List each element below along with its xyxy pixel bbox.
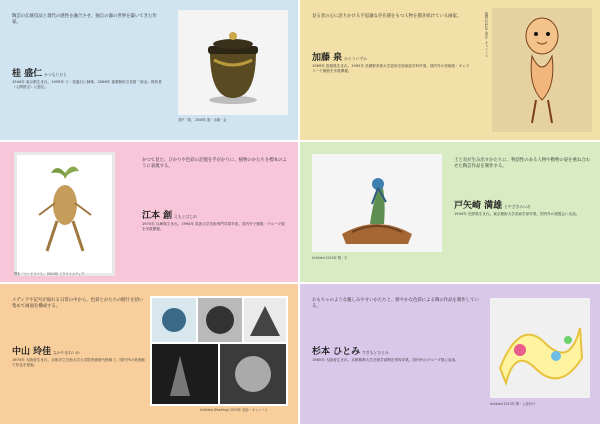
- artist-bio: 1985年 大阪府生まれ。京都精華大学芸術学部陶芸専攻卒業。国内外のグループ展に参加。: [312, 358, 459, 362]
- artist-name: 江本 創 えもとはじめ: [142, 211, 197, 221]
- panel-lead-text: 見る者の心に語りかける不思議な存在感をもつ人物を描き続けている画家。: [312, 14, 462, 19]
- artwork-caption: 香炉「蓮」 2006年 銀・赤銅・金: [178, 118, 227, 122]
- artwork-caption: Untitled 2010年 陶・木: [312, 256, 348, 260]
- specimen-illustration: [17, 155, 112, 273]
- colorful-ceramic-illustration: [490, 298, 590, 398]
- panel-lead-text: かつて見た、ひかりや色彩の記憶を手がかりに、植物のかたちを標本のように表現する。: [142, 158, 287, 170]
- artwork-image: [178, 10, 288, 115]
- panel-lead-text: メディアや記号が溢れる日常の中から、色彩とかたちの断片を拾い集めて画面を構成する。: [12, 298, 144, 310]
- artist-bio: 1970年 兵庫県生まれ。1994年 筑波大学芸術専門学群卒業。国内外で個展・グループ展を多数開催。: [142, 222, 285, 232]
- artwork-caption: Untitled 2013年 陶・上絵付け: [490, 402, 536, 406]
- artist-panel-5: [0, 284, 298, 424]
- artist-name: 中山 玲佳 なかやまれいか: [12, 347, 80, 357]
- artist-bio: 1944年 東京都生まれ。1959年 父・桂盛行に師事。2008年 重要無形文化財「彫金」保持者（人間国宝）に認定。: [12, 80, 162, 90]
- artist-name: 加藤 泉 かとういずみ: [312, 53, 367, 63]
- incense-burner-illustration: [178, 10, 288, 115]
- artist-name: 杉本 ひとみ すぎもとひとみ: [312, 347, 389, 357]
- artwork-caption: Untitled (Painting) 2013年 油彩・キャンバス: [200, 408, 268, 412]
- artist-panel-6: [300, 284, 600, 424]
- painting-collage-illustration: [150, 296, 288, 406]
- artist-name: 戸矢崎 満雄 とやざきみつお: [454, 201, 531, 211]
- panel-lead-text: 土と炎が生み出すかたちに、物語性のある人物や動物の姿を重ね合わせた陶芸作品を制作する。: [454, 158, 591, 170]
- artwork-image: [492, 8, 592, 132]
- artist-panel-2: [300, 0, 600, 140]
- artist-bio: 1974年 大阪府生まれ。京都市立芸術大学大学院美術研究科修了。国内外の美術館で作品を発表。: [12, 358, 145, 368]
- artwork-caption: 標本「マンドラゴラ」 2011年 ミクストメディア: [14, 272, 85, 276]
- ceramic-sculpture-illustration: [312, 154, 442, 252]
- artwork-image: [14, 152, 115, 276]
- artwork-image: [490, 298, 590, 398]
- panel-lead-text: 陶芸の伝統技法と現代の感性を融合させ、独自の器の世界を築いてきた作家。: [12, 14, 157, 26]
- artist-panel-3: [0, 142, 298, 282]
- artist-panel-4: [300, 142, 600, 282]
- artwork-image: [150, 296, 288, 406]
- artist-bio: 1954年 長野県生まれ。東京藝術大学美術学部卒業。国内外の展覧会に出品。: [454, 212, 580, 216]
- figure-painting-illustration: [492, 8, 592, 132]
- artist-bio: 1969年 島根県生まれ。1992年 武蔵野美術大学造形学部油絵学科卒業。国内外の美術館・ギャラリーで個展を多数開催。: [312, 64, 470, 74]
- artwork-image: [312, 154, 442, 252]
- panel-lead-text: おもちゃのような親しみやすいかたちと、鮮やかな色彩による陶の作品を制作している。: [312, 298, 479, 310]
- artist-panel-1: [0, 0, 298, 140]
- artwork-caption: 無題 2012年 油彩・キャンバス: [484, 12, 488, 58]
- artist-name: 桂 盛仁 かつもりひと: [12, 69, 67, 79]
